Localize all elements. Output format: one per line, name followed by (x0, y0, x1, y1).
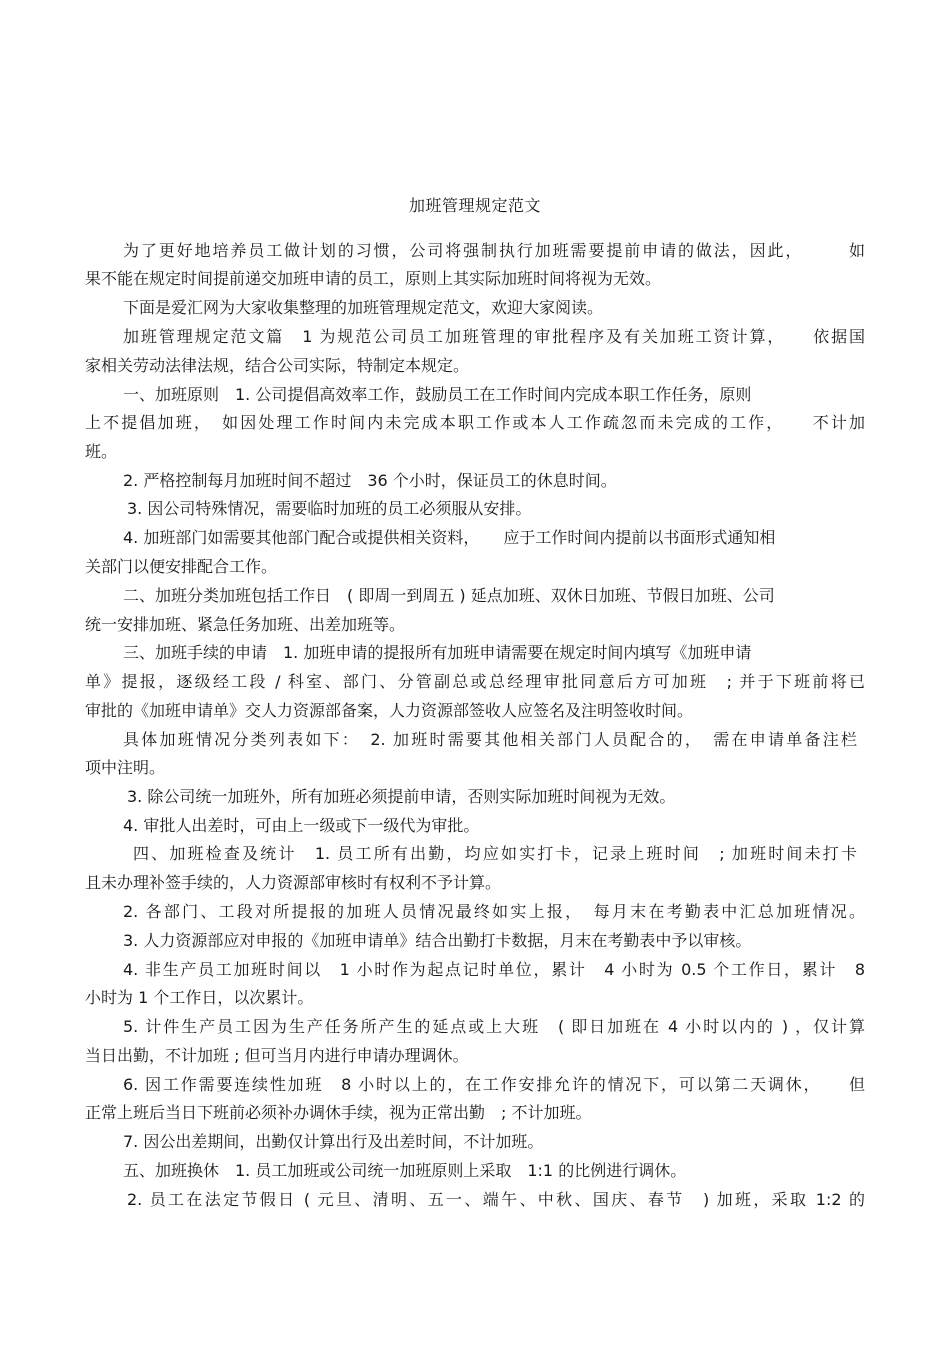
text-line: 五、加班换休 1. 员工加班或公司统一加班原则上采取 1:1 的比例进行调休。 (123, 1161, 687, 1180)
text-line: 班。 (85, 442, 118, 461)
text-line: 2. 严格控制每月加班时间不超过 36 个小时，保证员工的休息时间。 (123, 471, 617, 490)
text-line: 家相关劳动法律法规，结合公司实际，特制定本规定。 (85, 356, 470, 375)
text-line: 三、加班手续的申请 1. 加班申请的提报所有加班申请需要在规定时间内填写《加班申请 (123, 643, 752, 662)
text-line: 4. 审批人出差时，可由上一级或下一级代为审批。 (123, 816, 480, 835)
text-line: 且未办理补签手续的，人力资源部审核时有权利不予计算。 (85, 873, 502, 892)
text-line: 项中注明。 (85, 758, 166, 777)
text-line: 3. 人力资源部应对申报的《加班申请单》结合出勤打卡数据，月末在考勤表中予以审核。 (123, 931, 752, 950)
text-line: 下面是爱汇网为大家收集整理的加班管理规定范文，欢迎大家阅读。 (123, 298, 604, 317)
text-line: 审批的《加班申请单》交人力资源部备案，人力资源部签收人应签名及注明签收时间。 (85, 701, 694, 720)
text-line: 4. 非生产员工加班时间以 1 小时作为起点记时单位，累计 4 小时为 0.5 个工作日，累计 8 (123, 960, 865, 979)
text-line: 上不提倡加班， 如因处理工作时间内未完成本职工作或本人工作疏忽而未完成的工作， 不计加 (85, 413, 865, 432)
text-line: 4. 加班部门如需要其他部门配合或提供相关资料， 应于工作时间内提前以书面形式通知相 (123, 528, 776, 547)
text-line: 单》提报，逐级经工段 / 科室、部门、分管副总或总经理审批同意后方可加班 ; 并于下班前将已 (85, 672, 865, 691)
text-line: 一、加班原则 1. 公司提倡高效率工作，鼓励员工在工作时间内完成本职工作任务，原则 (123, 385, 752, 404)
text-line: 正常上班后当日下班前必须补办调休手续，视为正常出勤 ; 不计加班。 (85, 1103, 592, 1122)
text-line: 6. 因工作需要连续性加班 8 小时以上的，在工作安排允许的情况下，可以第二天调休， 但 (123, 1075, 865, 1094)
text-line: 为了更好地培养员工做计划的习惯，公司将强制执行加班需要提前申请的做法，因此， 如 (123, 241, 865, 260)
text-line: 小时为 1 个工作日，以次累计。 (85, 988, 314, 1007)
page-title: 加班管理规定范文 (408, 196, 541, 215)
text-line: 统一安排加班、紧急任务加班、出差加班等。 (85, 615, 406, 634)
text-line: 3. 因公司特殊情况，需要临时加班的员工必须服从安排。 (127, 499, 532, 518)
text-line: 3. 除公司统一加班外，所有加班必须提前申请，否则实际加班时间视为无效。 (127, 787, 676, 806)
text-line: 2. 各部门、工段对所提报的加班人员情况最终如实上报， 每月末在考勤表中汇总加班情况。 (123, 902, 865, 921)
text-line: 关部门以便安排配合工作。 (85, 557, 278, 576)
text-line: 2. 员工在法定节假日 ( 元旦、清明、五一、端午、中秋、国庆、春节 ) 加班，采取 1:2 的 (127, 1190, 865, 1209)
text-line: 7. 因公出差期间，出勤仅计算出行及出差时间，不计加班。 (123, 1132, 544, 1151)
text-line: 当日出勤，不计加班 ; 但可当月内进行申请办理调休。 (85, 1046, 469, 1065)
text-line: 5. 计件生产员工因为生产任务所产生的延点或上大班 ( 即日加班在 4 小时以内的 ) ，仅计算 (123, 1017, 865, 1036)
text-line: 加班管理规定范文篇 1 为规范公司员工加班管理的审批程序及有关加班工资计算， 依据国 (123, 327, 865, 346)
text-line: 果不能在规定时间提前递交加班申请的员工，原则上其实际加班时间将视为无效。 (85, 269, 662, 288)
text-line: 二、加班分类加班包括工作日 ( 即周一到周五 ) 延点加班、双休日加班、节假日加班、公司 (123, 586, 775, 605)
text-line: 四、加班检查及统计 1. 员工所有出勤，均应如实打卡，记录上班时间 ; 加班时间未打卡 (133, 844, 857, 863)
text-line: 具体加班情况分类列表如下： 2. 加班时需要其他相关部门人员配合的， 需在申请单备注栏 (123, 730, 857, 749)
